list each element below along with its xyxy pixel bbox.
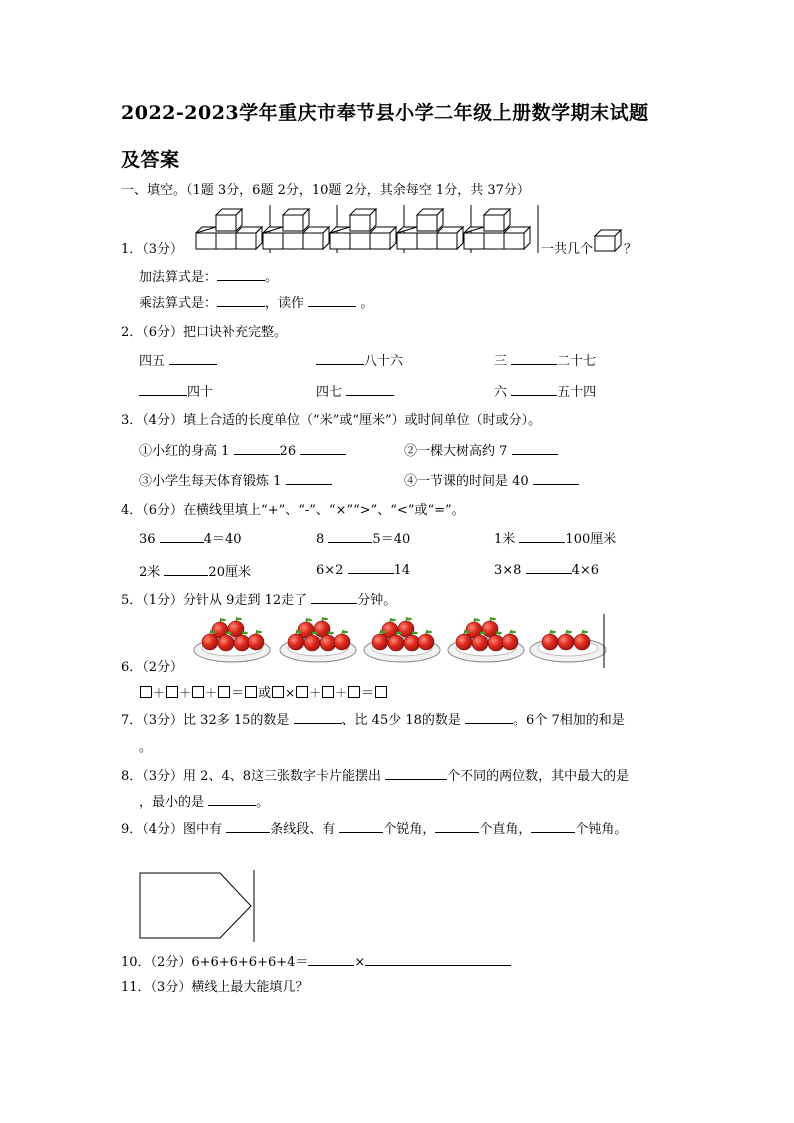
q8-line-cont: ，最小的是 。 [139, 795, 270, 810]
answer-blank[interactable] [526, 561, 572, 574]
cube-groups-figure [192, 203, 542, 253]
answer-blank[interactable] [511, 383, 557, 396]
answer-blank[interactable] [217, 268, 265, 281]
answer-box[interactable] [166, 686, 178, 698]
q2-item: 四十 [139, 381, 213, 400]
q1-mul-line: 乘法算式是： ，读作 。 [139, 296, 374, 311]
apple-plates-figure [190, 612, 608, 670]
answer-blank[interactable] [234, 442, 280, 455]
q2-item: 四七 [316, 381, 394, 400]
answer-blank[interactable] [465, 711, 513, 724]
answer-box[interactable] [375, 686, 387, 698]
q1-label: 1．（3分） [121, 242, 184, 257]
answer-blank[interactable] [169, 352, 217, 365]
answer-blank[interactable] [294, 711, 342, 724]
answer-blank[interactable] [435, 820, 479, 833]
section-heading: 一、填空。（1题 3分，6题 2分，10题 2分，其余每空 1分，共 37分） [121, 183, 530, 198]
answer-blank[interactable] [286, 472, 332, 485]
q6-label: 6．（2分） [121, 660, 184, 675]
answer-blank[interactable] [339, 820, 383, 833]
answer-blank[interactable] [139, 383, 187, 396]
q4-item: 3×8 4×6 [494, 563, 600, 578]
q4-label: 4．（6分）在横线里填上“+”、“-”、“×”“>”、“<”或“=”。 [121, 503, 465, 518]
q5-line: 5．（1分）分针从 9走到 12走了 分钟。 [121, 593, 397, 608]
answer-blank[interactable] [208, 793, 256, 806]
q4-item: 8 5＝40 [316, 532, 411, 547]
answer-blank[interactable] [217, 294, 265, 307]
answer-blank[interactable] [365, 953, 511, 966]
answer-blank[interactable] [519, 530, 565, 543]
single-cube-icon [594, 229, 624, 253]
q3-item: ①小红的身高 1 26 [139, 440, 346, 459]
answer-box[interactable] [218, 686, 230, 698]
answer-blank[interactable] [308, 294, 356, 307]
q10-line: 10．（2分）6+6+6+6+6+4＝ × [121, 951, 511, 970]
answer-blank[interactable] [160, 530, 204, 543]
q2-item: 三 二十七 [494, 354, 597, 369]
q4-item: 6×2 14 [316, 563, 411, 578]
q7-line: 7．（3分）比 32多 15的数是 、比 45少 18的数是 。6个 7相加的和是 [121, 713, 625, 728]
q4-item: 1米 100厘米 [494, 532, 617, 547]
answer-blank[interactable] [328, 530, 372, 543]
q2-item: 四五 [139, 350, 217, 369]
answer-box[interactable] [322, 686, 334, 698]
answer-box[interactable] [192, 686, 204, 698]
q2-label: 2．（6分）把口诀补充完整。 [121, 325, 288, 340]
q7-line-end: 。 [139, 740, 153, 755]
answer-blank[interactable] [533, 472, 579, 485]
answer-box[interactable] [140, 686, 152, 698]
q11-line: 11．（3分）横线上最大能填几？ [121, 980, 309, 995]
q1-add-line: 加法算式是： 。 [139, 270, 279, 285]
q4-item: 2米 20厘米 [139, 565, 251, 580]
q4-item: 36 4＝40 [139, 532, 242, 547]
answer-blank[interactable] [311, 591, 357, 604]
q3-item: ②一棵大树高约 7 [404, 440, 558, 459]
q9-line: 9．（4分）图中有 条线段、有 个锐角， 个直角， 个钝角。 [121, 822, 628, 837]
page-title-cont: 及答案 [121, 149, 180, 171]
answer-blank[interactable] [164, 563, 208, 576]
q2-item: 六 五十四 [494, 385, 597, 400]
answer-blank[interactable] [226, 820, 270, 833]
q1-tail: 一共几个 [541, 242, 594, 257]
answer-blank[interactable] [512, 442, 558, 455]
answer-box[interactable] [245, 686, 257, 698]
answer-blank[interactable] [511, 352, 557, 365]
answer-blank[interactable] [385, 767, 447, 780]
q6-equation-row: ＋ ＋ ＋ ＝ 或 × ＋ ＋ ＝ [139, 682, 388, 701]
answer-box[interactable] [348, 686, 360, 698]
pentagon-arrow-figure [138, 870, 256, 942]
answer-blank[interactable] [308, 953, 354, 966]
answer-blank[interactable] [346, 383, 394, 396]
page-title: 2022-2023学年重庆市奉节县小学二年级上册数学期末试题 [121, 102, 649, 124]
answer-blank[interactable] [531, 820, 575, 833]
q8-line: 8．（3分）用 2、4、8这三张数字卡片能摆出 个不同的两位数，其中最大的是 [121, 769, 630, 784]
answer-blank[interactable] [348, 561, 394, 574]
q3-item: ④一节课的时间是 40 [404, 470, 579, 489]
answer-box[interactable] [296, 686, 308, 698]
answer-box[interactable] [272, 686, 284, 698]
q2-item: 八十六 [316, 350, 403, 369]
q3-item: ③小学生每天体育锻炼 1 [139, 470, 332, 489]
q1-tail-end: ？ [624, 242, 638, 257]
answer-blank[interactable] [316, 352, 364, 365]
q3-label: 3．（4分）填上合适的长度单位（“米”或“厘米”）或时间单位（时或分）。 [121, 413, 542, 428]
answer-blank[interactable] [300, 442, 346, 455]
